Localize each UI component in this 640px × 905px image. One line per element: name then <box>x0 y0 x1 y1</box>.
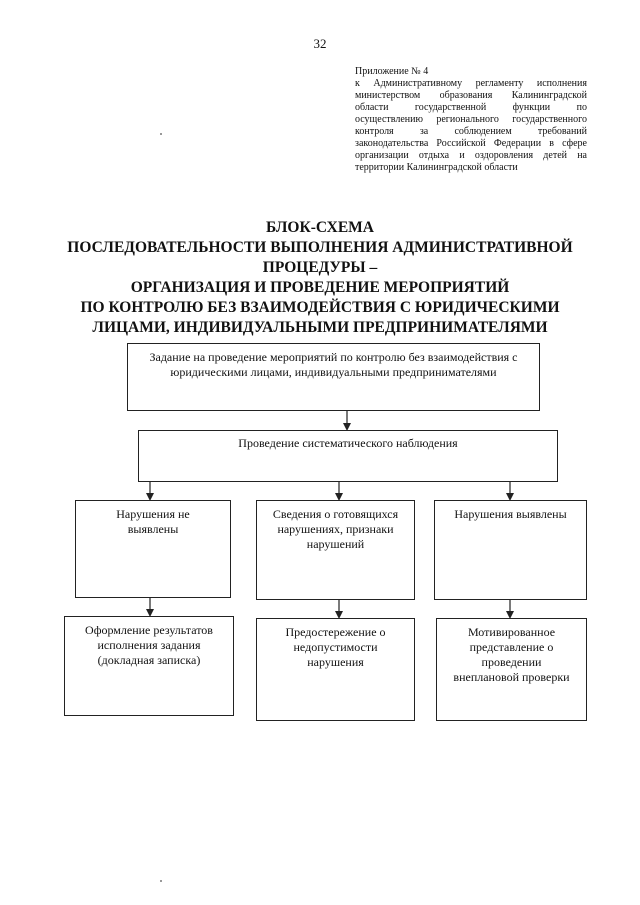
appendix-line: Приложение № 4 <box>355 66 429 77</box>
title-line: ПОСЛЕДОВАТЕЛЬНОСТИ ВЫПОЛНЕНИЯ АДМИНИСТРАТИВНОЙ <box>67 239 573 256</box>
warning-box <box>256 618 415 721</box>
task-box <box>127 343 540 411</box>
title-line: ПО КОНТРОЛЮ БЕЗ ВЗАИМОДЕЙСТВИЯ С ЮРИДИЧЕСКИМИ <box>80 299 560 316</box>
box-line: выявлены <box>127 522 179 536</box>
box-line: Нарушения выявлены <box>454 507 567 521</box>
box-line: Сведения о готовящихся <box>272 507 399 521</box>
title-line: БЛОК-СХЕМА <box>265 219 374 236</box>
box-line: внеплановой проверки <box>453 670 570 684</box>
appendix-line: осуществлению регионального государственного <box>355 114 587 125</box>
violations-found-box <box>434 500 587 600</box>
box-line: юридическими лицами, индивидуальными предпринимателями <box>170 365 497 379</box>
box-line: нарушений <box>306 537 365 551</box>
appendix-line: контроля за соблюдением требований <box>355 126 587 137</box>
preparing-violations-box <box>256 500 415 600</box>
scan-speck <box>160 880 162 882</box>
title-line: ЛИЦАМИ, ИНДИВИДУАЛЬНЫМИ ПРЕДПРИНИМАТЕЛЯМИ <box>92 319 548 336</box>
appendix-line: к Административному регламенту исполнения <box>355 78 587 89</box>
scan-speck <box>160 133 162 135</box>
box-line: Задание на проведение мероприятий по контролю без взаимодействия с <box>149 350 518 364</box>
title-line: ПРОЦЕДУРЫ – <box>262 259 378 276</box>
box-line: недопустимости <box>293 640 378 654</box>
result-report-box <box>64 616 234 716</box>
box-line: Оформление результатов <box>85 623 213 637</box>
box-line: представление о <box>469 640 554 654</box>
appendix-line: законодательства Российской Федерации в сфере <box>355 138 587 149</box>
appendix-line: министерством образования Калининградской <box>355 90 587 101</box>
box-line: нарушениях, признаки <box>277 522 394 536</box>
box-line: исполнения задания <box>97 638 201 652</box>
box-line: Предостережение о <box>285 625 386 639</box>
box-line: (докладная записка) <box>97 653 201 667</box>
motivated-representation-box <box>436 618 587 721</box>
observation-box <box>138 430 558 482</box>
appendix-line: области государственной функции по <box>355 102 587 113</box>
no-violations-box <box>75 500 231 598</box>
box-line: Нарушения не <box>116 507 190 521</box>
box-line: Проведение систематического наблюдения <box>238 436 458 450</box>
appendix-line: организации отдыха и оздоровления детей на <box>355 150 587 161</box>
box-line: Мотивированное <box>467 625 556 639</box>
title-line: ОРГАНИЗАЦИЯ И ПРОВЕДЕНИЕ МЕРОПРИЯТИЙ <box>130 279 510 296</box>
box-line: проведении <box>481 655 542 669</box>
page-number: 32 <box>313 36 327 51</box>
box-line: нарушения <box>307 655 364 669</box>
appendix-line: территории Калининградской области <box>355 162 518 173</box>
